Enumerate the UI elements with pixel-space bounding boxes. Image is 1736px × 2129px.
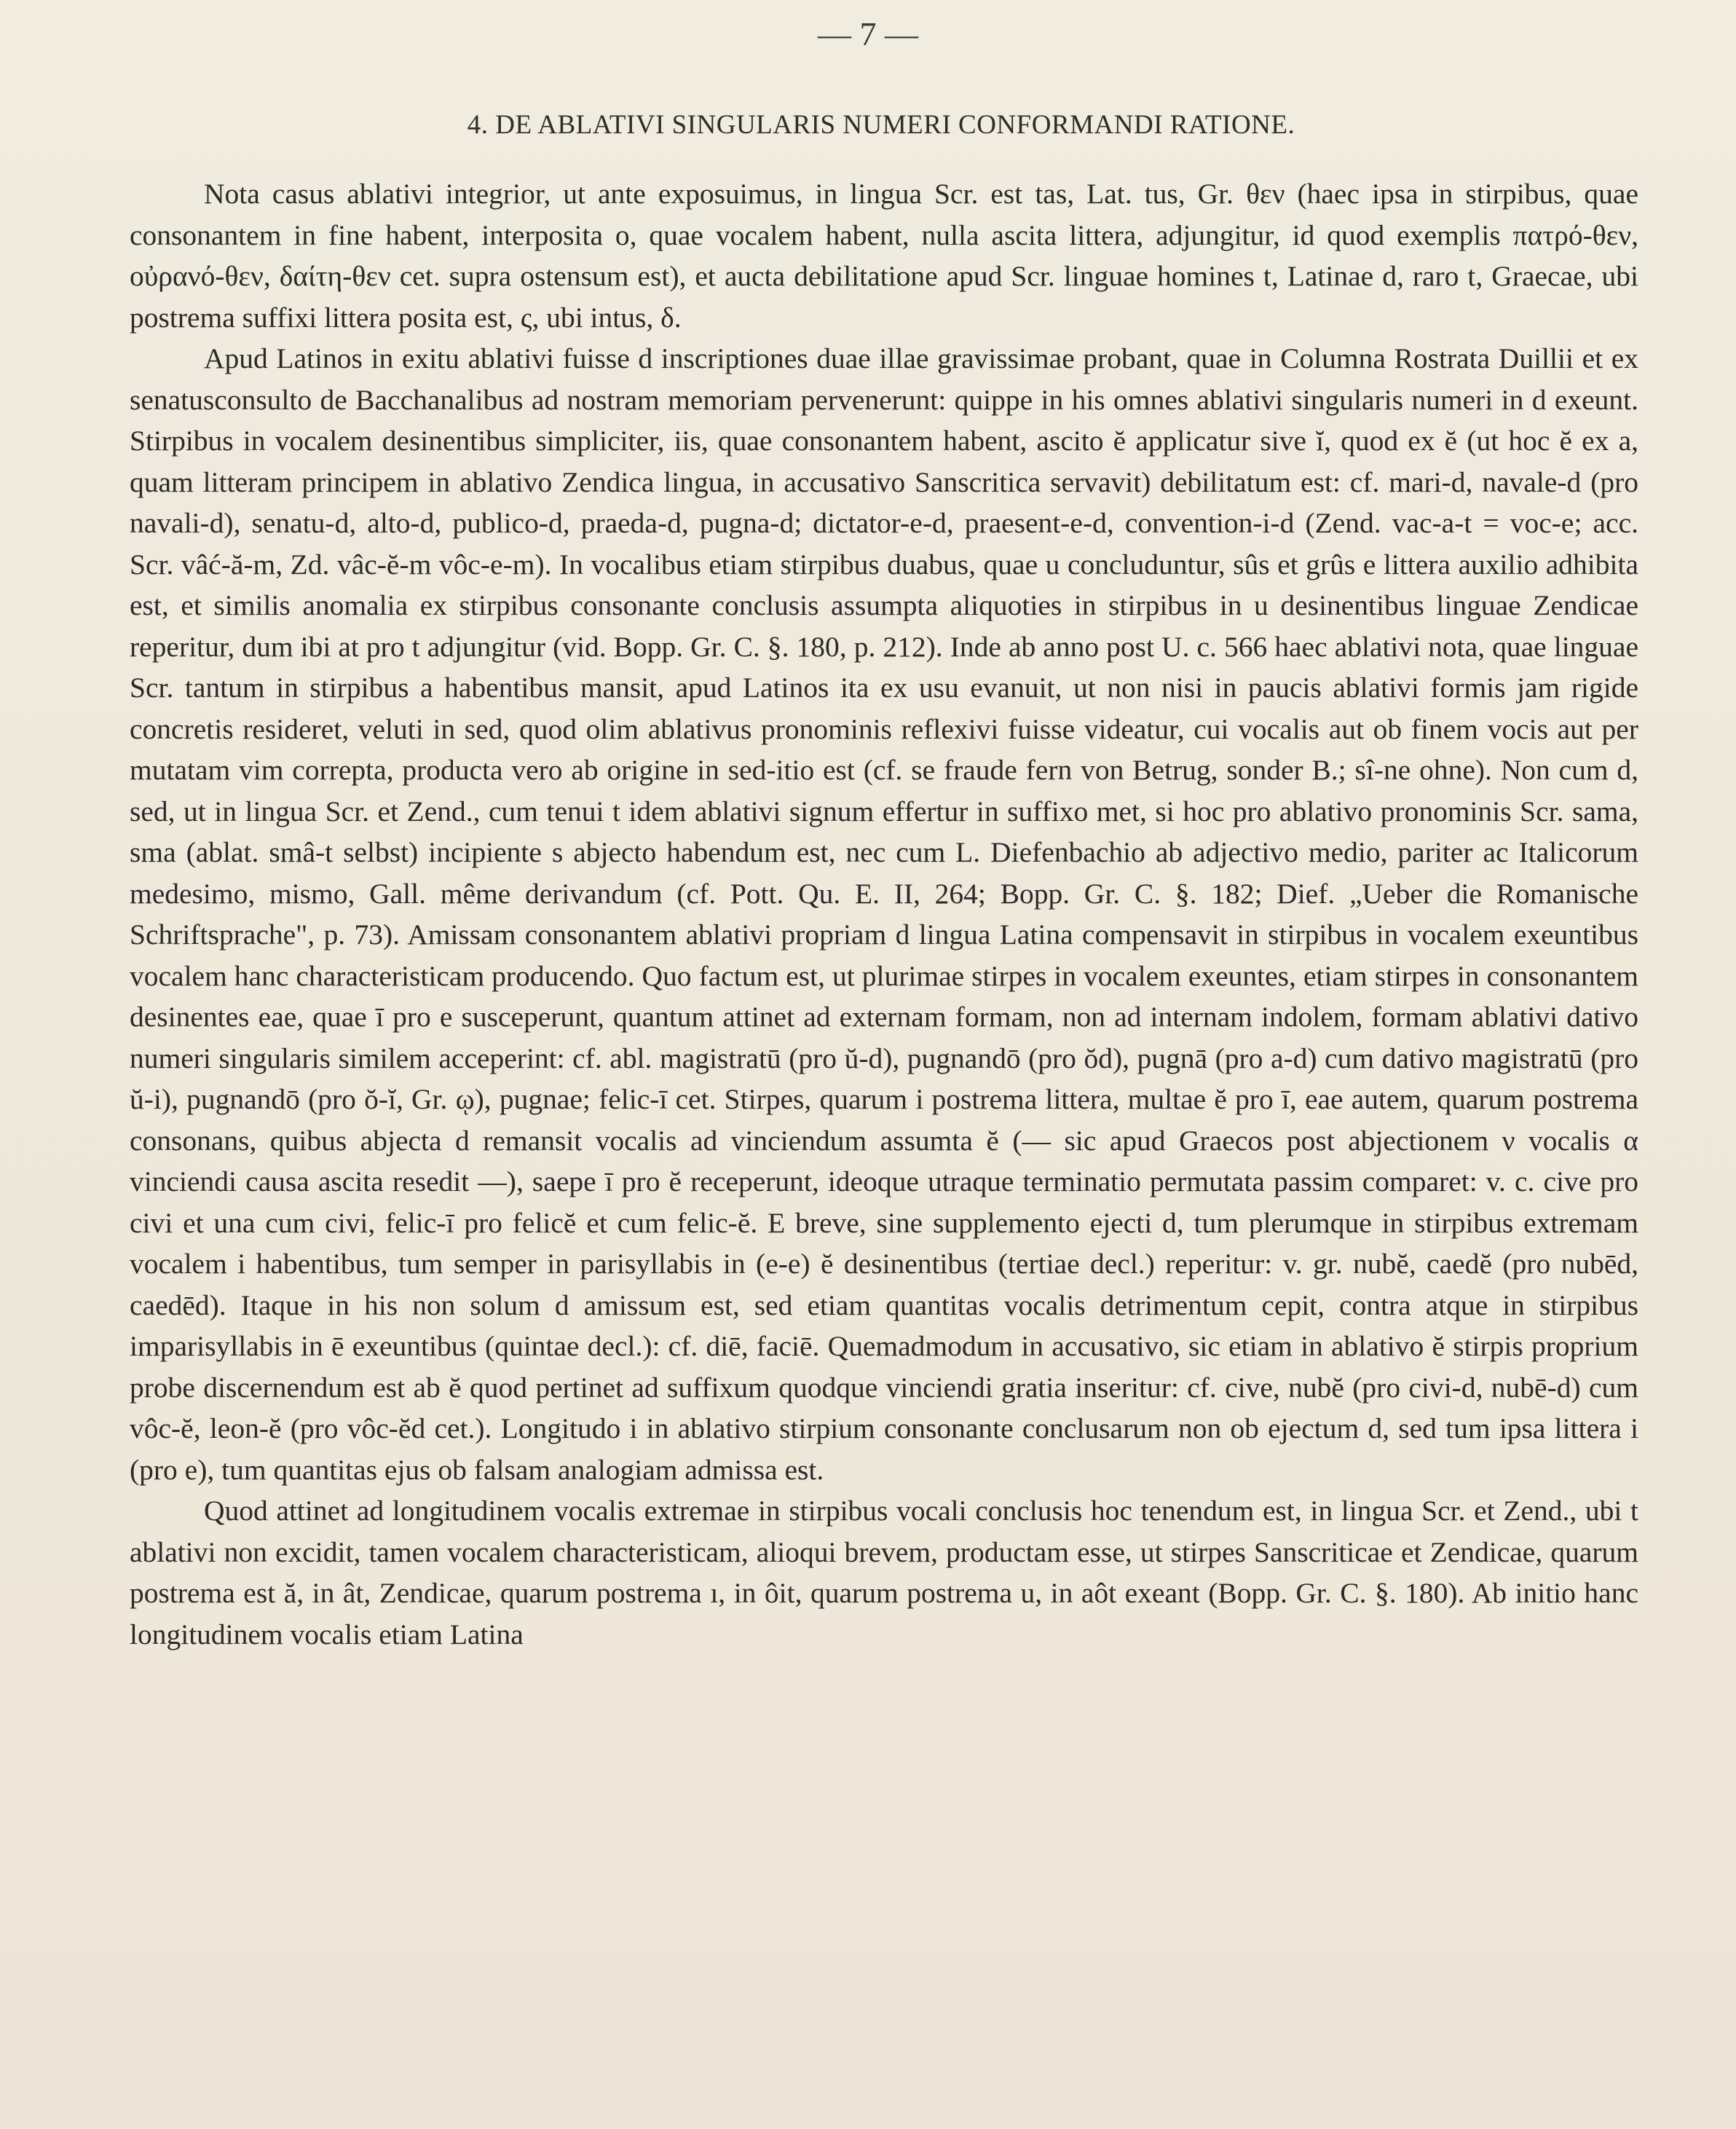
body-text bbox=[130, 173, 1638, 1655]
paragraph: Quod attinet ad longitudinem vocalis extremae in stirpibus vocali conclusis hoc tenendum est, in lingua Scr. et Zend., ubi t ablativi non excidit, tamen vocalem characteristicam, alioqui brevem, productam esse, ut stirpes Sanscriticae et Zendicae, quarum postrema est ă, in ât, Zendicae, quarum postrema ı, in ôit, quarum postrema u, in aôt exeant (Bopp. Gr. C. §. 180). Ab initio hanc longitudinem vocalis etiam Latina bbox=[130, 1495, 1638, 1650]
page-number: — 7 — bbox=[818, 15, 918, 52]
section-heading: 4. DE ABLATIVI SINGULARIS NUMERI CONFORMANDI RATIONE. bbox=[467, 110, 1295, 140]
paragraph: Apud Latinos in exitu ablativi fuisse d inscriptiones duae illae gravissimae probant, quae in Columna Rostrata Duillii et ex senatusconsulto de Bacchanalibus ad nostram memoriam pervenerunt: quippe in his omnes ablativi singularis numeri in d exeunt. Stirpibus in vocalem desinentibus simpliciter, iis, quae consonantem habent, ascito ĕ applicatur sive ĭ, quod ex ĕ (ut hoc ĕ ex a, quam litteram principem in ablativo Zendica lingua, in accusativo Sanscritica servavit) debilitatum est: cf. mari-d, navale-d (pro navali-d), senatu-d, alto-d, publico-d, praeda-d, pugna-d; dictator-e-d, praesent-e-d, convention-i-d (Zend. vac-a-t = voc-e; acc. Scr. vâć-ă-m, Zd. vâc-ĕ-m vôc-e-m). In vocalibus etiam stirpibus duabus, quae u concluduntur, sûs et grûs e littera auxilio adhibita est, et similis anomalia ex stirpibus consonante conclusis assumpta aliquoties in stirpibus in u desinentibus linguae Zendicae reperitur, dum ibi at pro t adjungitur (vid. Bopp. Gr. C. §. 180, p. 212). Inde ab anno post U. c. 566 haec ablativi nota, quae linguae Scr. tantum in stirpibus a habentibus mansit, apud Latinos ita ex usu evanuit, ut non nisi in paucis ablativi formis jam rigide concretis resideret, veluti in sed, quod olim ablativus pronominis reflexivi fuisse videatur, cui vocalis aut ob finem vocis aut per mutatam vim correpta, producta vero ab origine in sed-itio est (cf. se fraude fern von Betrug, sonder B.; sî-ne ohne). Non cum d, sed, ut in lingua Scr. et Zend., cum tenui t idem ablativi signum effertur in suffixo met, si hoc pro ablativo pronominis Scr. sama, sma (ablat. smâ-t selbst) incipiente s abjecto habendum est, nec cum L. Diefenbachio ab adjectivo medio, pariter ac Italicorum medesimo, mismo, Gall. même derivandum (cf. Pott. Qu. E. II, 264; Bopp. Gr. C. §. 182; Dief. „Ueber die Romanische Schriftsprache", p. 73). Amissam consonantem ablativi propriam d lingua Latina compensavit in stirpibus in vocalem exeuntibus vocalem hanc characteristicam producendo. Quo factum est, ut plurimae stirpes in vocalem exeuntes, etiam stirpes in consonantem desinentes eae, quae ī pro e susceperunt, quantum attinet ad externam formam, non ad internam indolem, formam ablativi dativo numeri singularis similem acceperint: cf. abl. magistratū (pro ŭ-d), pugnandō (pro ŏd), pugnā (pro a-d) cum dativo magistratū (pro ŭ-i), pugnandō (pro ŏ-ĭ, Gr. ῳ), pugnae; felic-ī cet. Stirpes, quarum i postrema littera, multae ĕ pro ī, eae autem, quarum postrema consonans, quibus abjecta d remansit vocalis ad vinciendum assumta ĕ (— sic apud Graecos post abjectionem ν vocalis α vinciendi causa ascita resedit —), saepe ī pro ĕ receperunt, ideoque utraque terminatio permutata passim comparet: v. c. cive pro civi et una cum civi, felic-ī pro felicĕ et cum felic-ĕ. E breve, sine supplemento ejecti d, tum plerumque in stirpibus extremam vocalem i habentibus, tum semper in parisyllabis in (e-e) ĕ desinentibus (tertiae decl.) reperitur: v. gr. nubĕ, caedĕ (pro nubēd, caedēd). Itaque in his non solum d amissum est, sed etiam quantitas vocalis detrimentum cepit, contra atque in stirpibus imparisyllabis in ē exeuntibus (quintae decl.): cf. diē, faciē. Quemadmodum in accusativo, sic etiam in ablativo ĕ stirpis proprium probe discernendum est ab ĕ quod pertinet ad suffixum quodque vinciendi gratia inseritur: cf. cive, nubĕ (pro civi-d, nubē-d) cum vôc-ĕ, leon-ĕ (pro vôc-ĕd cet.). Longitudo i in ablativo stirpium consonante conclusarum non ob ejectum d, sed tum ipsa littera i (pro e), tum quantitas ejus ob falsam analogiam admissa est. bbox=[130, 342, 1638, 1486]
paragraph: Nota casus ablativi integrior, ut ante exposuimus, in lingua Scr. est tas, Lat. tus, Gr. θεν (haec ipsa in stirpibus, quae consonantem in fine habent, interposita ο, quae vocalem habent, nulla ascita littera, adjungitur, id quod exemplis πατρό-θεν, οὐρανό-θεν, δαίτη-θεν cet. supra ostensum est), et aucta debilitatione apud Scr. linguae homines t, Latinae d, raro t, Graecae, ubi postrema suffixi littera posita est, ς, ubi intus, δ. bbox=[130, 178, 1638, 334]
